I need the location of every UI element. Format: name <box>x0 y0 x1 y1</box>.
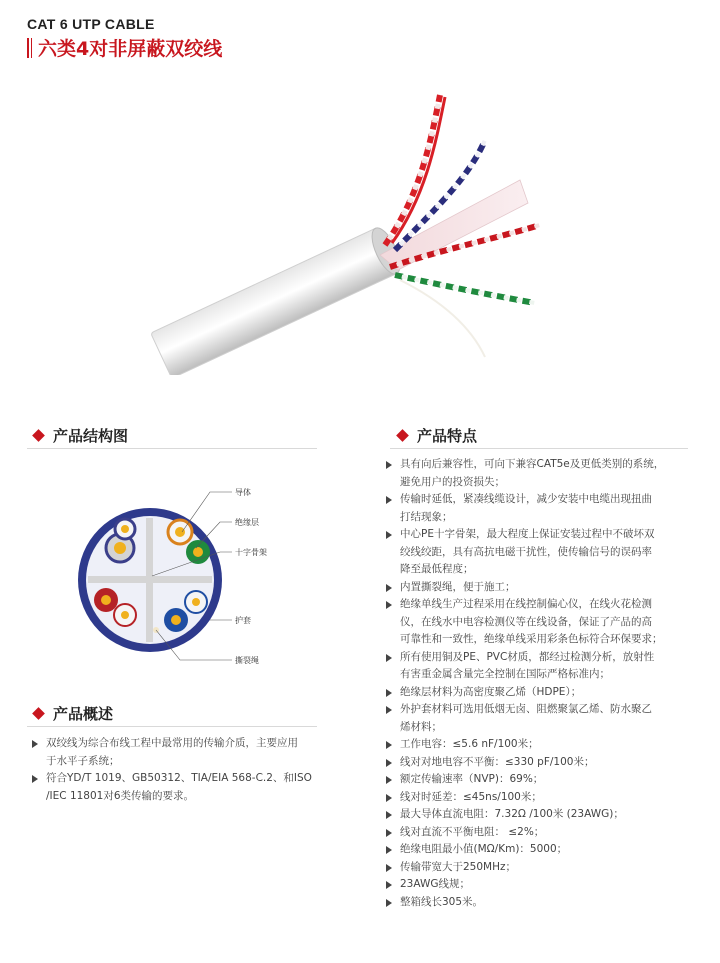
feature-item: 绝缘单线生产过程采用在线控制偏心仪，在线火花检测 仪，在线水中电容检测仪等在线设备，保证了产品的高 可靠性和一致性，绝缘单线采用彩条色标符合环保要求； <box>384 596 696 649</box>
overview-heading <box>34 703 113 724</box>
triangle-bullet-icon <box>386 829 392 837</box>
triangle-bullet-icon <box>32 740 38 748</box>
triangle-bullet-icon <box>386 811 392 819</box>
feature-item: 所有使用铜及PE、PVC材质，都经过检测分析，放射性 有害重金属含量完全控制在国际严格标准内； <box>384 649 696 684</box>
triangle-bullet-icon <box>386 759 392 767</box>
label-cross-frame: 十字骨架 <box>235 548 267 557</box>
triangle-bullet-icon <box>386 461 392 469</box>
triangle-bullet-icon <box>386 496 392 504</box>
triangle-bullet-icon <box>386 601 392 609</box>
feature-item: 线对对地电容不平衡：≤330 pF/100米； <box>384 754 696 772</box>
feature-item: 23AWG线规； <box>384 876 696 894</box>
features-heading <box>398 425 477 446</box>
feature-item: 线对直流不平衡电阻： ≤2%； <box>384 824 696 842</box>
triangle-bullet-icon <box>386 654 392 662</box>
overview-list <box>30 735 330 805</box>
feature-item: 额定传输速率（NVP)：69%； <box>384 771 696 789</box>
triangle-bullet-icon <box>386 864 392 872</box>
feature-item: 线对时延差：≤45ns/100米； <box>384 789 696 807</box>
feature-item: 外护套材料可选用低烟无卤、阻燃聚氯乙烯、防水聚乙 烯材料； <box>384 701 696 736</box>
diamond-bullet-icon <box>32 429 45 442</box>
feature-item: 内置撕裂绳，便于施工； <box>384 579 696 597</box>
cable-illustration <box>140 85 560 375</box>
triangle-bullet-icon <box>386 899 392 907</box>
feature-item: 中心PE十字骨架，最大程度上保证安装过程中不破坏双 绞线绞距，具有高抗电磁干扰性，使传输信号的误码率 降至最低程度； <box>384 526 696 579</box>
label-insulation: 绝缘层 <box>235 518 259 527</box>
label-jacket: 护套 <box>235 616 251 625</box>
list-item: 符合YD/T 1019、GB50312、TIA/EIA 568-C.2、和ISO /IEC 11801对6类传输的要求。 <box>30 770 330 805</box>
title-english: CAT 6 UTP CABLE <box>27 16 155 32</box>
divider <box>27 448 317 449</box>
triangle-bullet-icon <box>386 776 392 784</box>
feature-item: 绝缘层材料为高密度聚乙烯（HDPE）； <box>384 684 696 702</box>
label-conductor: 导体 <box>235 488 251 497</box>
triangle-bullet-icon <box>386 706 392 714</box>
structure-heading-text: 产品结构图 <box>53 427 129 445</box>
divider <box>390 448 688 449</box>
features-heading-text: 产品特点 <box>417 427 478 445</box>
feature-item: 具有向后兼容性，可向下兼容CAT5e及更低类别的系统， 避免用户的投资损失； <box>384 456 696 491</box>
triangle-bullet-icon <box>32 775 38 783</box>
triangle-bullet-icon <box>386 846 392 854</box>
triangle-bullet-icon <box>386 881 392 889</box>
feature-item: 最大导体直流电阻：7.32Ω /100米 (23AWG)； <box>384 806 696 824</box>
triangle-bullet-icon <box>386 584 392 592</box>
title-accent-bar-thin <box>31 38 32 58</box>
feature-item: 绝缘电阻最小值(MΩ/Km)：5000； <box>384 841 696 859</box>
overview-heading-text: 产品概述 <box>53 705 114 723</box>
title-chinese: 六类4对非屏蔽双绞线 <box>38 38 223 60</box>
structure-heading <box>34 425 128 446</box>
triangle-bullet-icon <box>386 531 392 539</box>
diamond-bullet-icon <box>32 707 45 720</box>
list-item: 双绞线为综合布线工程中最常用的传输介质，主要应用 于水平子系统； <box>30 735 330 770</box>
features-list <box>384 456 696 911</box>
title-chinese-block <box>27 34 222 61</box>
divider <box>27 726 317 727</box>
feature-item: 传输时延低，紧凑线缆设计，减少安装中电缆出现扭曲 打结现象； <box>384 491 696 526</box>
triangle-bullet-icon <box>386 794 392 802</box>
feature-item: 传输带宽大于250MHz； <box>384 859 696 877</box>
triangle-bullet-icon <box>386 741 392 749</box>
feature-item: 工作电容：≤5.6 nF/100米； <box>384 736 696 754</box>
label-rip-cord: 撕裂绳 <box>235 656 259 665</box>
diamond-bullet-icon <box>396 429 409 442</box>
cross-section-diagram <box>70 480 320 680</box>
feature-item: 整箱线长305米。 <box>384 894 696 912</box>
triangle-bullet-icon <box>386 689 392 697</box>
title-accent-bar <box>27 38 29 58</box>
